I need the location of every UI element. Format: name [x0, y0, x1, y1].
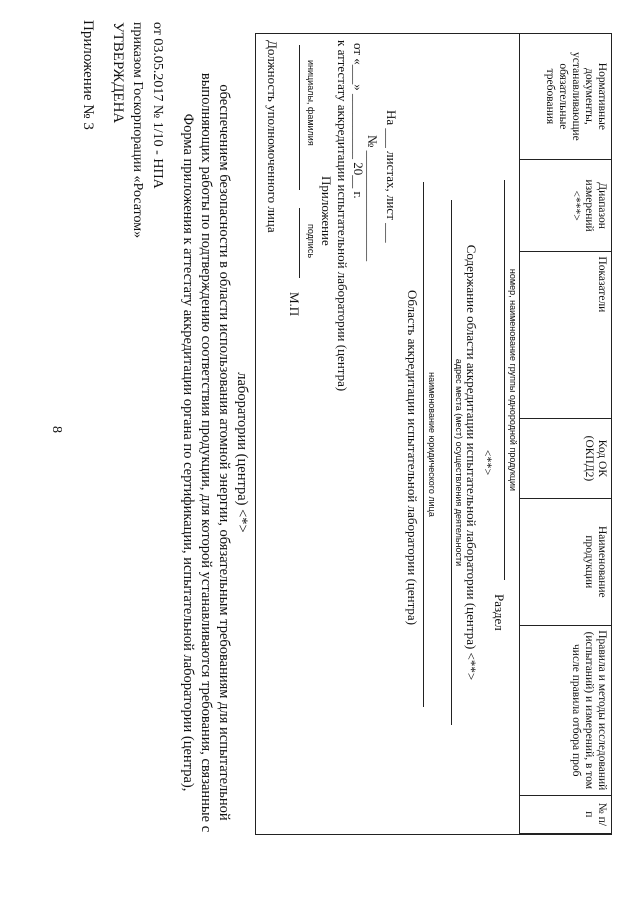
attachment-to-certificate: к аттестату аккредитации испытательной лаборатории (центра) [335, 40, 350, 392]
form-title-line-2: выполняющих работы по подтверждению соответствия продукции, для которой устанавливаются требования, связанные с [198, 72, 214, 833]
authority-position: Должность уполномоченного лица [265, 40, 280, 233]
attachment-number: № _________________ [365, 135, 380, 262]
attachment-date: от «___» __________ 20__ г. [351, 43, 366, 199]
scope-content-line: Содержание области аккредитации испытательной лаборатории (центра) <**> [464, 244, 479, 681]
attachment-title: Приложение [319, 176, 334, 246]
col-obligatory-docs: Нормативные документы, устанавливающие обязательные требования [520, 34, 612, 160]
col-number: № п/п [520, 795, 612, 833]
section-label: Раздел [492, 594, 507, 631]
form-title-line-1: Форма приложения к аттестату аккредитации органа по сертификации, испытательной лаборатории (центра), [180, 113, 196, 792]
form-title-line-4: лаборатории (центра) <*> [234, 372, 250, 533]
legal-entity-caption: наименование юридического лица [427, 372, 437, 517]
approved-order: приказом Госкорпорации «Росатом» [130, 22, 145, 239]
col-indicators: Показатели [520, 252, 612, 419]
scope-title: Область аккредитации испытательной лаборатории (центра) [405, 290, 420, 626]
attachment-sheets: На ___ листах, лист ___ [384, 110, 399, 243]
signature-caption: подпись [306, 224, 316, 259]
col-range: Диапазон измерений <***> [520, 159, 612, 252]
stamp-label: М.П [287, 292, 302, 317]
scope-content-note: <**> [481, 449, 495, 476]
name-caption: инициалы, фамилия [306, 60, 316, 146]
legal-entity-line [423, 182, 424, 707]
group-caption: номер, наименование группы однородной продукции [508, 268, 518, 492]
address-caption: адрес места (мест) осуществления деятельности [454, 358, 464, 567]
form-title-line-3: обеспечением безопасности в области использования атомной энергии, обязательным требованиям для испытательной [216, 84, 232, 821]
signature-line [299, 208, 300, 278]
address-line [451, 200, 452, 725]
appendix-label: Приложение № 3 [80, 20, 96, 130]
col-methods: Правила и методы исследований (испытаний) и измерений, в том числе правила отбора проб [520, 625, 612, 795]
scope-table [519, 33, 612, 834]
col-okpd-code: Код ОК (ОКПД2) [520, 418, 612, 498]
approved-date-number: от 03.05.2017 № 1/10 - НПА [150, 22, 165, 189]
approved-heading: УТВЕРЖДЕНА [110, 22, 126, 124]
page-number: 8 [49, 426, 64, 433]
col-product-name: Наименование продукции [520, 498, 612, 625]
section-line [504, 180, 505, 580]
name-line [299, 45, 300, 190]
